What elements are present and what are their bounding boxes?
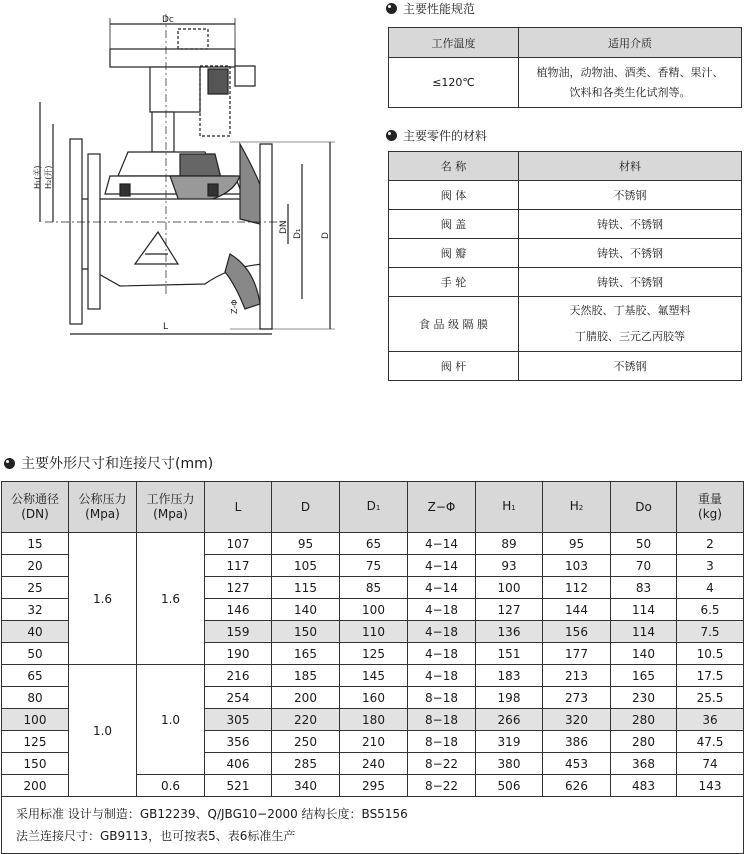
cell-d1: 75 [340,555,408,577]
cell-weight: 17.5 [677,665,744,687]
cell-d: 285 [272,753,340,775]
cell-d: 200 [272,687,340,709]
col-header-pn: 公称压力 (Mpa) [69,482,137,533]
cell-dn: 65 [2,665,69,687]
table-row [2,665,744,687]
cell-do: 483 [611,775,677,797]
material-name: 食 品 级 隔 膜 [389,297,519,352]
drawing-label-dc: Dc [162,15,174,25]
cell-h2: 320 [543,709,611,731]
col-header-weight: 重量 (kg) [677,482,744,533]
cell-do: 140 [611,643,677,665]
cell-d1: 85 [340,577,408,599]
col-header-d: D [272,482,340,533]
cell-weight: 143 [677,775,744,797]
cell-do: 50 [611,533,677,555]
cell-d: 115 [272,577,340,599]
cell-h2: 95 [543,533,611,555]
material-name: 阀 杆 [389,352,519,381]
material-value: 不锈钢 [519,181,742,210]
dimensions-title: 主要外形尺寸和连接尺寸(mm) [4,453,213,473]
cell-z-phi: 4−18 [408,665,476,687]
drawing-label-d: D [321,232,331,239]
cell-z-phi: 8−18 [408,731,476,753]
cell-dn: 40 [2,621,69,643]
performance-media: 植物油，动物油、酒类、香精、果汁、 饮料和各类生化试剂等。 [519,58,742,108]
cell-z-phi: 4−14 [408,555,476,577]
material-name: 阀 盖 [389,210,519,239]
bullet-icon [386,3,397,14]
performance-table [388,27,742,108]
cell-d1: 180 [340,709,408,731]
cell-do: 70 [611,555,677,577]
cell-d: 140 [272,599,340,621]
cell-h2: 177 [543,643,611,665]
cell-h1: 506 [476,775,543,797]
cell-z-phi: 4−18 [408,599,476,621]
cell-h2: 144 [543,599,611,621]
cell-h2: 112 [543,577,611,599]
cell-d1: 210 [340,731,408,753]
cell-wp: 1.6 [137,533,205,665]
col-header-dn: 公称通径 (DN) [2,482,69,533]
cell-dn: 150 [2,753,69,775]
cell-h1: 136 [476,621,543,643]
table-row [2,533,744,555]
cell-weight: 47.5 [677,731,744,753]
dimensions-footer: 采用标准 设计与制造：GB12239、Q/JBG10−2000 结构长度：BS5156 法兰连接尺寸：GB9113，也可按表5、表6标准生产 [2,797,744,854]
performance-title: 主要性能规范 [386,0,475,17]
cell-l: 117 [205,555,272,577]
cell-h2: 273 [543,687,611,709]
cell-pn: 1.0 [69,665,137,797]
cell-d1: 160 [340,687,408,709]
cell-dn: 15 [2,533,69,555]
performance-header-media: 适用介质 [519,28,742,58]
cell-do: 114 [611,599,677,621]
cell-l: 521 [205,775,272,797]
cell-d: 220 [272,709,340,731]
cell-d: 95 [272,533,340,555]
cell-z-phi: 4−18 [408,643,476,665]
material-value: 铸铁、不锈钢 [519,268,742,297]
cell-weight: 25.5 [677,687,744,709]
cell-weight: 2 [677,533,744,555]
cell-l: 146 [205,599,272,621]
performance-header-temp: 工作温度 [389,28,519,58]
cell-h2: 386 [543,731,611,753]
cell-h2: 453 [543,753,611,775]
cell-wp: 0.6 [137,775,205,797]
cell-do: 280 [611,709,677,731]
cell-weight: 4 [677,577,744,599]
cell-h1: 93 [476,555,543,577]
cell-weight: 6.5 [677,599,744,621]
col-header-h1: H1 [476,482,543,533]
cell-d1: 145 [340,665,408,687]
col-header-l: L [205,482,272,533]
materials-header-name: 名 称 [389,152,519,181]
materials-table [388,151,742,381]
bullet-icon [386,130,397,141]
col-header-do: Do [611,482,677,533]
cell-h2: 156 [543,621,611,643]
cell-h1: 127 [476,599,543,621]
dimensions-table [1,481,744,854]
cell-h1: 89 [476,533,543,555]
cell-d1: 65 [340,533,408,555]
cell-d: 340 [272,775,340,797]
cell-d: 105 [272,555,340,577]
drawing-label-h2: H₂(开) [44,165,53,189]
cell-dn: 80 [2,687,69,709]
cell-weight: 10.5 [677,643,744,665]
materials-title: 主要零件的材料 [386,127,487,144]
cell-h1: 100 [476,577,543,599]
cell-l: 305 [205,709,272,731]
cell-l: 190 [205,643,272,665]
material-name: 阀 瓣 [389,239,519,268]
col-header-d1: D1 [340,482,408,533]
bullet-icon [4,458,15,469]
cell-pn: 1.6 [69,533,137,665]
drawing-label-dn: DN [279,220,289,234]
cell-dn: 100 [2,709,69,731]
cell-l: 216 [205,665,272,687]
drawing-label-d1: D₁ [293,228,303,239]
cell-dn: 32 [2,599,69,621]
cell-d: 165 [272,643,340,665]
cell-d1: 240 [340,753,408,775]
cell-do: 230 [611,687,677,709]
cell-d: 250 [272,731,340,753]
col-header-z: Z−Φ [408,482,476,533]
cell-z-phi: 8−18 [408,687,476,709]
cell-dn: 125 [2,731,69,753]
col-header-h2: H2 [543,482,611,533]
cell-h2: 213 [543,665,611,687]
cell-d1: 125 [340,643,408,665]
col-header-wp: 工作压力 (Mpa) [137,482,205,533]
cell-h1: 183 [476,665,543,687]
cell-weight: 74 [677,753,744,775]
cell-dn: 200 [2,775,69,797]
material-value: 天然胶、丁基胶、氟塑料 丁腈胶、三元乙丙胶等 [519,297,742,352]
material-name: 手 轮 [389,268,519,297]
cell-do: 280 [611,731,677,753]
material-value: 铸铁、不锈钢 [519,210,742,239]
cell-h1: 380 [476,753,543,775]
cell-h2: 103 [543,555,611,577]
cell-h1: 151 [476,643,543,665]
cell-l: 159 [205,621,272,643]
drawing-label-h1: H₁(关) [33,165,42,189]
cell-weight: 36 [677,709,744,731]
cell-h1: 266 [476,709,543,731]
cell-d1: 110 [340,621,408,643]
cell-do: 114 [611,621,677,643]
drawing-label-l: L [163,322,169,332]
cell-h1: 198 [476,687,543,709]
material-value: 不锈钢 [519,352,742,381]
cell-d: 185 [272,665,340,687]
cell-l: 254 [205,687,272,709]
cell-h1: 319 [476,731,543,753]
cell-z-phi: 4−14 [408,577,476,599]
cell-l: 127 [205,577,272,599]
cell-weight: 3 [677,555,744,577]
materials-header-material: 材料 [519,152,742,181]
cell-l: 356 [205,731,272,753]
cell-z-phi: 8−22 [408,775,476,797]
cell-d1: 100 [340,599,408,621]
performance-temp: ≤120℃ [389,58,519,108]
cell-do: 83 [611,577,677,599]
cell-do: 368 [611,753,677,775]
cell-do: 165 [611,665,677,687]
cell-d1: 295 [340,775,408,797]
cell-weight: 7.5 [677,621,744,643]
cell-dn: 25 [2,577,69,599]
material-name: 阀 体 [389,181,519,210]
cell-d: 150 [272,621,340,643]
cell-l: 107 [205,533,272,555]
cell-dn: 50 [2,643,69,665]
cell-z-phi: 8−22 [408,753,476,775]
cell-z-phi: 8−18 [408,709,476,731]
material-value: 铸铁、不锈钢 [519,239,742,268]
cell-z-phi: 4−18 [408,621,476,643]
cell-z-phi: 4−14 [408,533,476,555]
cell-h2: 626 [543,775,611,797]
drawing-label-zphi: Z-Φ [230,299,239,314]
cell-l: 406 [205,753,272,775]
cell-wp: 1.0 [137,665,205,775]
cell-dn: 20 [2,555,69,577]
valve-drawing [30,4,360,344]
